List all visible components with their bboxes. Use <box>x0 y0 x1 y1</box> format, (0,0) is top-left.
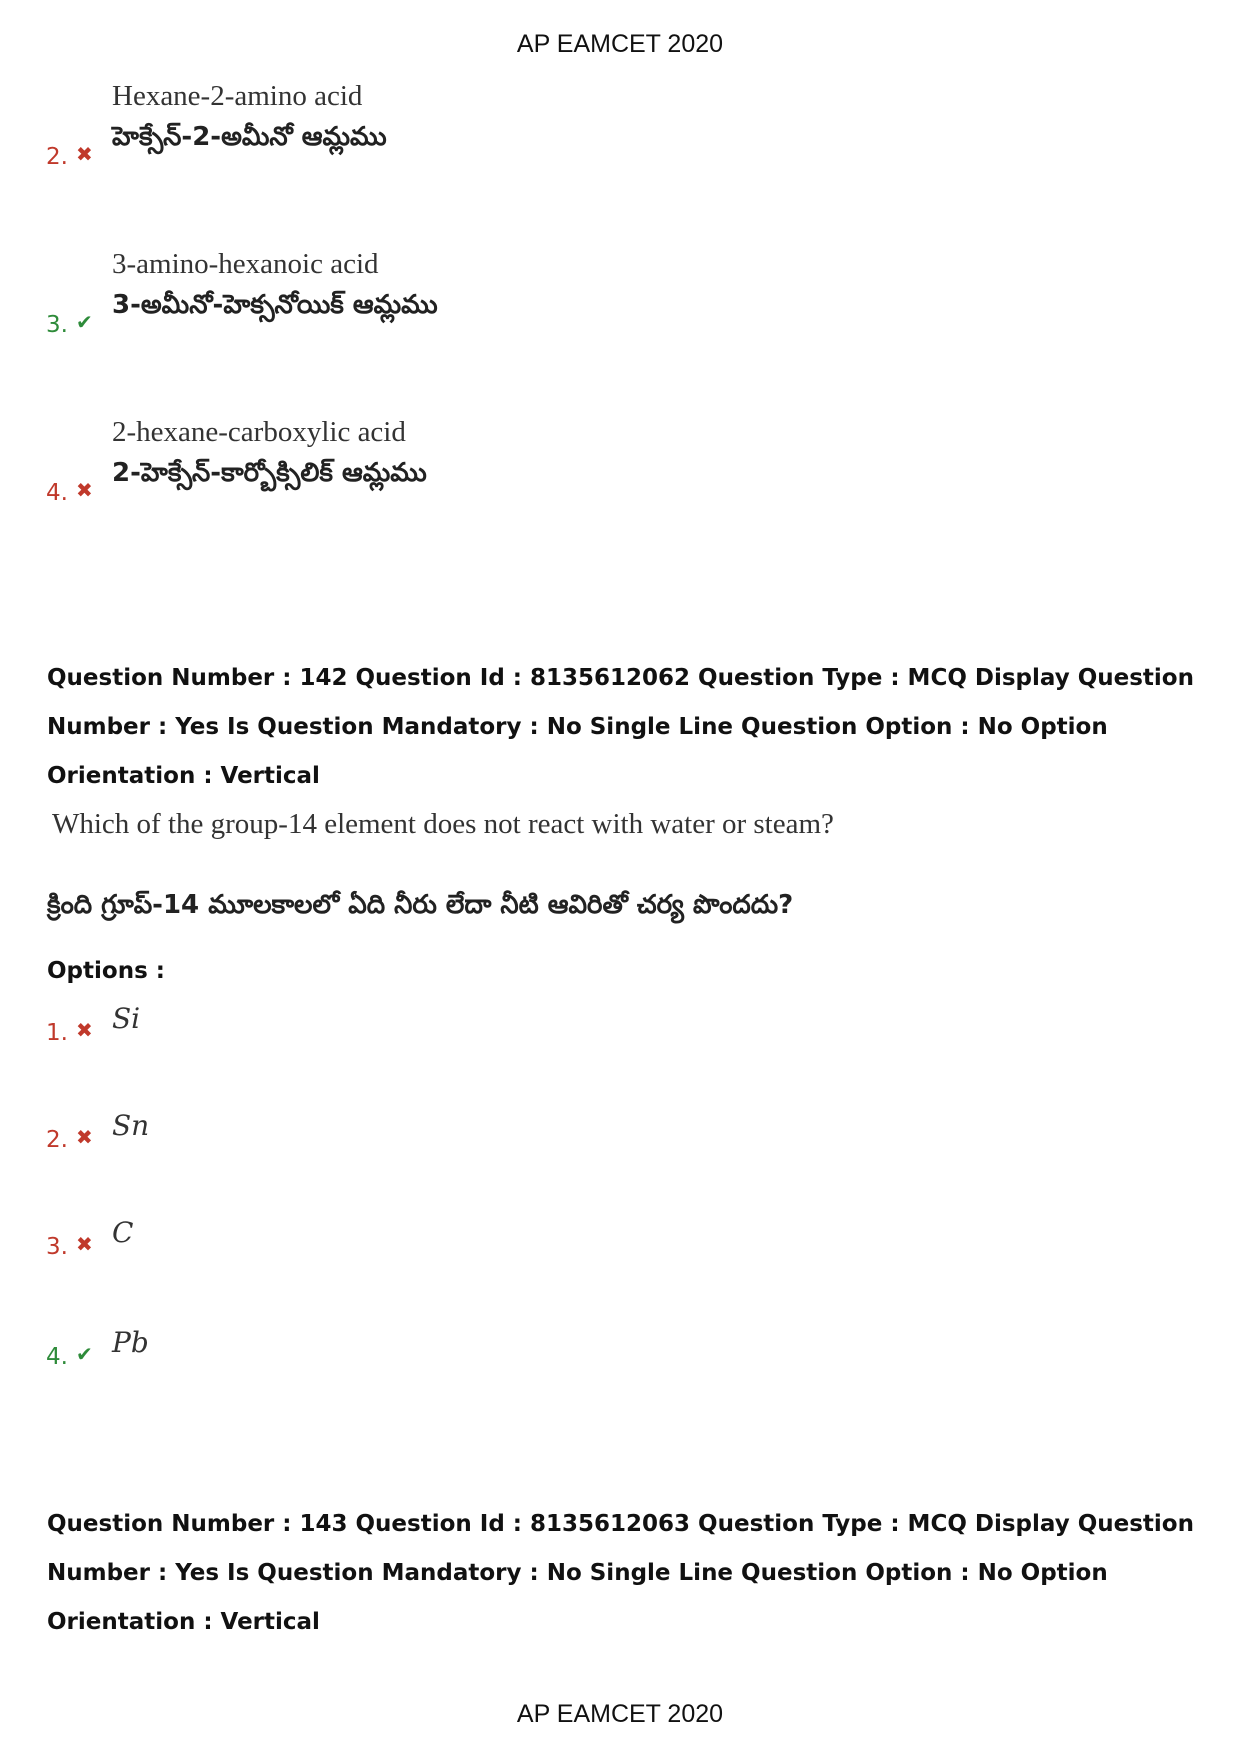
cross-icon: ✖ <box>76 1125 93 1149</box>
check-icon: ✔ <box>76 1342 93 1366</box>
option-text-te: 2-హెక్సేన్-కార్బోక్సిలిక్ ఆమ్లము <box>112 458 427 488</box>
option-prev-2 <box>46 80 646 180</box>
option-number: 4. <box>46 1344 68 1370</box>
page-footer: AP EAMCET 2020 <box>516 1700 724 1728</box>
question-142-text-te: క్రింది గ్రూప్-14 మూలకాలలో ఏది నీరు లేదా నీటి ఆవిరితో చర్య పొందదు? <box>47 890 794 920</box>
page-header: AP EAMCET 2020 <box>516 30 724 58</box>
option-142-1 <box>46 1002 646 1062</box>
option-text-te: 3-అమీనో-హెక్సనోయిక్ ఆమ్లము <box>112 290 438 320</box>
option-142-3 <box>46 1216 646 1276</box>
option-number: 1. <box>46 1020 68 1046</box>
cross-icon: ✖ <box>76 142 93 166</box>
option-number: 3. <box>46 1234 68 1260</box>
option-142-2 <box>46 1109 646 1169</box>
option-number: 2. <box>46 144 68 170</box>
option-text-en: 2-hexane-carboxylic acid <box>112 416 406 448</box>
option-text: Pb <box>112 1326 149 1359</box>
option-prev-4 <box>46 416 646 516</box>
option-number: 3. <box>46 312 68 338</box>
cross-icon: ✖ <box>76 478 93 502</box>
check-icon: ✔ <box>76 310 93 334</box>
question-143-meta: Question Number : 143 Question Id : 8135612063 Question Type : MCQ Display Question Number : Yes Is Question Mandatory : No Single Line Question Option : No Option Orientation : Vertical <box>47 1511 1194 1635</box>
question-142-meta: Question Number : 142 Question Id : 8135612062 Question Type : MCQ Display Question Number : Yes Is Question Mandatory : No Single Line Question Option : No Option Orientation : Vertical <box>47 665 1194 789</box>
option-text: C <box>112 1216 134 1249</box>
option-text-en: 3-amino-hexanoic acid <box>112 248 379 280</box>
question-142-text-en: Which of the group-14 element does not react with water or steam? <box>52 808 834 840</box>
option-number: 2. <box>46 1127 68 1153</box>
option-142-4 <box>46 1326 646 1386</box>
cross-icon: ✖ <box>76 1018 93 1042</box>
option-text: Sn <box>112 1109 150 1142</box>
option-prev-3 <box>46 248 646 348</box>
options-label: Options : <box>47 958 165 984</box>
option-text: Si <box>112 1002 141 1035</box>
option-text-en: Hexane-2-amino acid <box>112 80 363 112</box>
option-text-te: హెక్సేన్-2-అమీనో ఆమ్లము <box>112 122 387 152</box>
option-number: 4. <box>46 480 68 506</box>
cross-icon: ✖ <box>76 1232 93 1256</box>
